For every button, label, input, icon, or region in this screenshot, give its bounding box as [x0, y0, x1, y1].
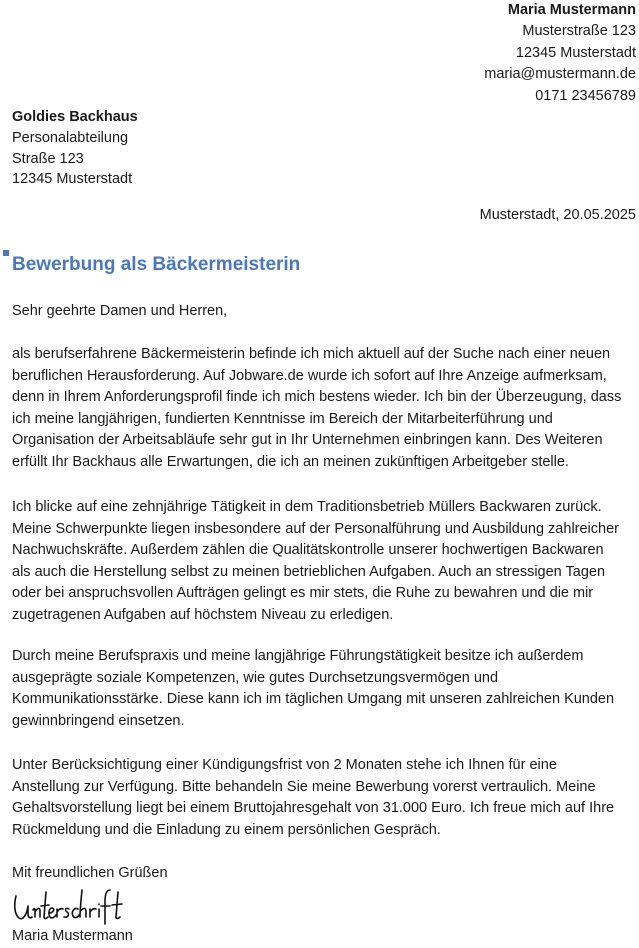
paragraph-line: ausgeprägte soziale Kompetenzen, wie gutes Durchsetzungsvermögen und: [12, 669, 499, 686]
body-paragraph-2: [12, 497, 632, 627]
paragraph-line: Unter Berücksichtigung einer Kündigungsfrist von 2 Monaten stehe ich Ihnen für eine: [12, 757, 557, 773]
paragraph-line: Anstellung zur Verfügung. Bitte behandeln Sie meine Bewerbung vorerst vertraulich. Meine: [12, 778, 596, 795]
paragraph-line: oder bei anspruchsvollen Aufträgen gelingt es mir stets, die Ruhe zu bewahren und die mir: [12, 585, 594, 602]
paragraph-line: Meine Schwerpunkte liegen insbesondere auf der Personalführung und Ausbildung zahlreicher: [12, 520, 619, 537]
recipient-street: Straße 123: [12, 150, 84, 167]
body-paragraph-3: [12, 646, 632, 732]
sender-name: Maria Mustermann: [507, 2, 636, 18]
paragraph-line: Organisation der Arbeitsabläufe sehr gut in Ihr Unternehmen einbringen kann. Des Weiteren: [12, 432, 603, 449]
letter-subject: Bewerbung als Bäckermeisterin: [12, 254, 301, 275]
paragraph-line: zugetragenen Aufgaben auf höchstem Niveau zu erledigen.: [12, 606, 394, 623]
paragraph-line: beruflichen Herausforderung. Auf Jobware.de wurde ich sofort auf Ihre Anzeige aufmerksam,: [12, 367, 607, 384]
body-paragraph-1: [12, 344, 632, 474]
letter-date: Musterstadt, 20.05.2025: [479, 207, 636, 223]
paragraph-line: Gehaltsvorstellung liegt bei einem Bruttojahresgehalt von 31.000 Euro. Ich freue mich auf Ihre: [12, 800, 615, 817]
sender-phone: 0171 23456789: [535, 87, 636, 104]
recipient-department: Personalabteilung: [12, 130, 129, 146]
paragraph-line: als berufserfahrene Bäckermeisterin befinde ich mich aktuell auf der Suche nach einer neuen: [12, 346, 611, 362]
subject-marker: [3, 250, 9, 256]
closing-phrase: Mit freundlichen Grüßen: [12, 865, 168, 881]
recipient-company: Goldies Backhaus: [12, 109, 138, 125]
paragraph-line: Durch meine Berufspraxis und meine langjährige Führungstätigkeit besitze ich außerdem: [12, 648, 584, 664]
recipient-address: [12, 106, 138, 190]
paragraph-line: denn in Ihrem Anforderungsprofil finde ich mich bestens wieder. Ich bin der Überzeugung, dass: [12, 389, 622, 406]
sender-city: 12345 Musterstadt: [515, 44, 636, 61]
paragraph-line: Rückmeldung und die Einladung zu einem persönlichen Gespräch.: [12, 821, 441, 838]
sender-street: Musterstraße 123: [522, 23, 636, 39]
recipient-city: 12345 Musterstadt: [12, 171, 133, 187]
paragraph-line: ich meine langjährigen, fundierten Kenntnisse im Bereich der Mitarbeiterführung und: [12, 410, 553, 427]
paragraph-line: als auch die Herstellung selbst zu meinen betrieblichen Aufgaben. Auch an stressigen Tagen: [12, 563, 606, 580]
paragraph-line: gewinnbringend einsetzen.: [12, 712, 185, 729]
paragraph-line: erfüllt Ihr Backhaus alle Erwartungen, die ich an meinen zukünftigen Arbeitgeber stelle.: [12, 453, 569, 470]
sender-address: [484, 0, 636, 107]
sender-email: maria@mustermann.de: [484, 66, 636, 83]
paragraph-line: Nachwuchskräfte. Außerdem zählen die Qualitätskontrolle unserer hochwertigen Backwaren: [12, 542, 604, 559]
signer-name: Maria Mustermann: [12, 928, 133, 944]
paragraph-line: Ich blicke auf eine zehnjährige Tätigkeit in dem Traditionsbetrieb Müllers Backwaren zurück.: [12, 499, 602, 515]
salutation: Sehr geehrte Damen und Herren,: [12, 303, 228, 319]
body-paragraph-4: [12, 755, 632, 841]
signature-drawing: [10, 884, 142, 926]
paragraph-line: Kommunikationsstärke. Diese kann ich im täglichen Umgang mit unseren zahlreichen Kunden: [12, 691, 615, 708]
